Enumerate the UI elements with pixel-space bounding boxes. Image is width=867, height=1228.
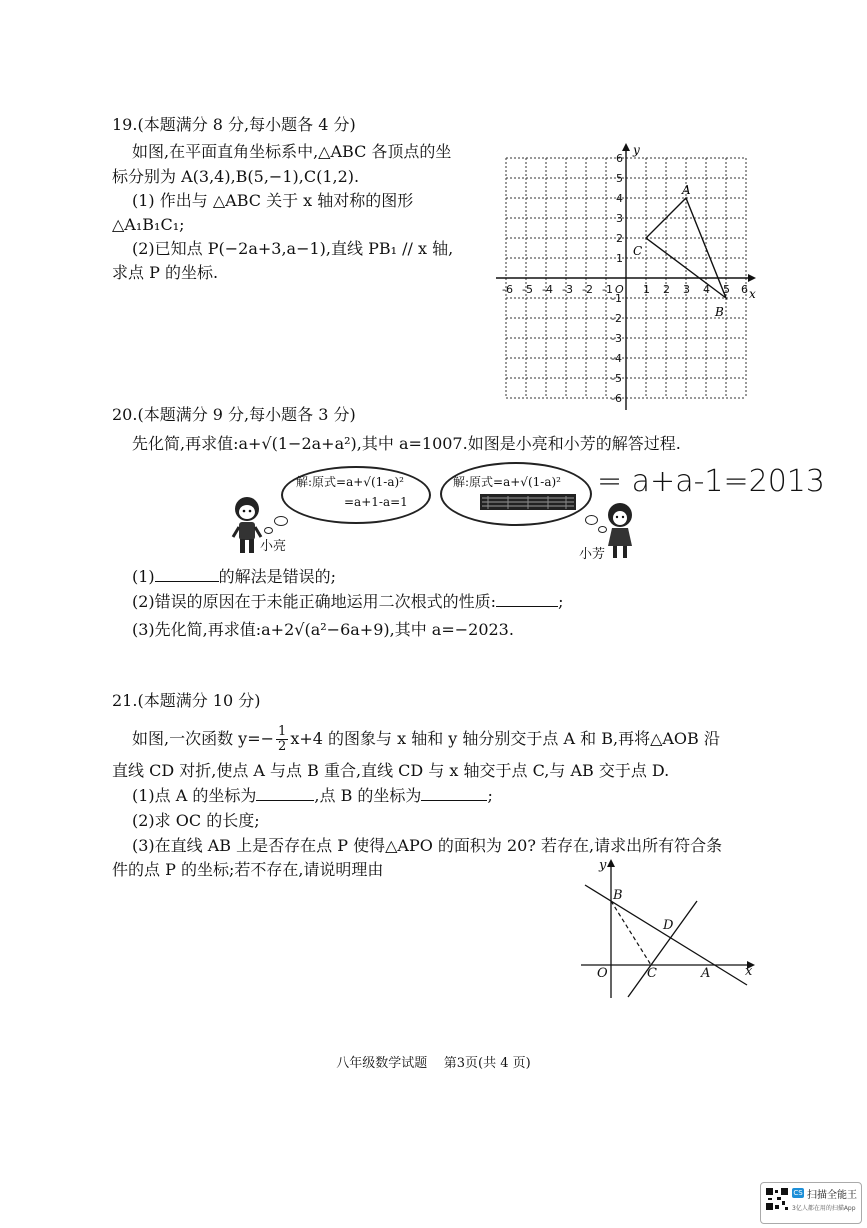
fig-y-label: y [599, 858, 607, 873]
x-tick: -4 [542, 283, 553, 296]
page-footer: 八年级数学试题 第3页(共 4 页) [336, 1056, 531, 1071]
x-tick: 5 [723, 283, 730, 296]
line-cd [628, 901, 697, 997]
xiaoliang-solution-line1: 解:原式=a+√(1-a)² [296, 475, 404, 489]
q19-coordinate-grid [492, 140, 762, 412]
q21-part2: (2)求 OC 的长度; [132, 811, 260, 830]
y-axis-label: y [633, 143, 640, 157]
q21-line1-end: x+4 的图象与 x 轴和 y 轴分别交于点 A 和 B,再将△AOB 沿 [290, 729, 720, 748]
qr-code-icon [765, 1187, 789, 1211]
fig-x-label: x [745, 964, 753, 979]
q20-heading: 20.(本题满分 9 分,每小题各 3 分) [112, 405, 356, 424]
point-c-label: C [633, 244, 643, 258]
fig-point-b-label: B [613, 888, 623, 903]
q20-part2-text: (2)错误的原因在于未能正确地运用二次根式的性质: [132, 592, 497, 611]
q19-line6: 求点 P 的坐标. [112, 263, 219, 282]
x-tick: 2 [663, 283, 670, 296]
q20-intro: 先化简,再求值:a+√(1−2a+a²),其中 a=1007.如图是小亮和小芳的解答过程. [132, 434, 681, 453]
q21-heading: 21.(本题满分 10 分) [112, 691, 261, 710]
xiaoliang-solution-line2: =a+1-a=1 [344, 495, 408, 509]
q21-line1-start: 如图,一次函数 y=− [132, 729, 275, 748]
y-tick: -4 [611, 352, 622, 365]
q19-line1: 如图,在平面直角坐标系中,△ABC 各顶点的坐 [132, 142, 452, 161]
x-tick: 4 [703, 283, 710, 296]
xiaoliang-name: 小亮 [260, 539, 287, 554]
q19-line3: (1) 作出与 △ABC 关于 x 轴对称的图形 [132, 191, 414, 210]
xiaofang-cartoon-icon [604, 502, 636, 560]
fig-origin-label: O [597, 966, 608, 981]
y-tick: 2 [616, 232, 623, 245]
q20-part2 [132, 591, 563, 613]
x-axis-label: x [749, 287, 756, 301]
fig-point-d-label: D [663, 918, 674, 933]
x-axis-arrow-icon [748, 274, 756, 282]
x-tick: 6 [741, 283, 748, 296]
point-b-label: B [715, 305, 724, 319]
q19-line4: △A₁B₁C₁; [112, 215, 185, 234]
handwritten-answer: = a+a-1=2013 [597, 464, 825, 499]
y-tick: -6 [611, 392, 622, 405]
line-ab [585, 885, 747, 985]
xiaofang-name: 小芳 [579, 547, 606, 562]
q21-figure [575, 853, 760, 1003]
fig-point-a-label: A [701, 966, 711, 981]
segment-bc-dashed [611, 901, 651, 965]
y-tick: -5 [611, 372, 622, 385]
y-tick: 5 [616, 172, 623, 185]
q20-part2-end: ; [558, 592, 564, 611]
xiaofang-solution-line1: 解:原式=a+√(1-a)² [453, 475, 561, 489]
x-tick: -6 [502, 283, 513, 296]
y-axis-arrow-icon [622, 143, 630, 151]
y-tick: 4 [616, 192, 623, 205]
thought-dot [264, 527, 273, 534]
camscanner-logo-icon: CS [793, 1189, 803, 1197]
q21-part1 [132, 785, 493, 807]
fraction-one-half [276, 725, 288, 754]
fraction-numerator: 1 [278, 724, 287, 739]
q21-part1-a: (1)点 A 的坐标为 [132, 786, 257, 805]
y-tick: -3 [611, 332, 622, 345]
thought-dot [274, 516, 288, 526]
q21-part3-line1: (3)在直线 AB 上是否存在点 P 使得△APO 的面积为 20? 若存在,请求出所有符合条 [132, 836, 723, 855]
y-tick: 6 [616, 152, 623, 165]
q21-line2: 直线 CD 对折,使点 A 与点 B 重合,直线 CD 与 x 轴交于点 C,与 AB 交于点 D. [112, 761, 670, 780]
q20-part1-suffix: 的解法是错误的; [218, 567, 337, 586]
y-tick: -1 [611, 292, 622, 305]
point-a-label: A [682, 183, 691, 197]
fraction-denominator: 2 [278, 739, 287, 754]
q21-line1 [132, 725, 720, 754]
x-tick: -1 [602, 283, 613, 296]
x-tick: 1 [643, 283, 650, 296]
x-tick: -3 [562, 283, 573, 296]
point-b-coordinate-blank[interactable] [421, 786, 487, 801]
q20-part3: (3)先化简,再求值:a+2√(a²−6a+9),其中 a=−2023. [132, 620, 514, 639]
q19-line2: 标分别为 A(3,4),B(5,−1),C(1,2). [112, 167, 360, 186]
y-tick: -2 [611, 312, 622, 325]
q21-part3-line2: 件的点 P 的坐标;若不存在,请说明理由 [112, 860, 384, 879]
thought-dot [585, 515, 598, 525]
x-tick: -5 [522, 283, 533, 296]
origin-label: O [615, 283, 624, 296]
q20-part1-blank[interactable] [155, 567, 219, 582]
xiaoliang-cartoon-icon [230, 495, 264, 557]
scribbled-out-text-icon [478, 492, 578, 512]
x-tick: 3 [683, 283, 690, 296]
q20-part1-prefix: (1) [132, 567, 155, 586]
q19-line5: (2)已知点 P(−2a+3,a−1),直线 PB₁ // x 轴, [132, 239, 454, 258]
q19-heading: 19.(本题满分 8 分,每小题各 4 分) [112, 115, 356, 134]
y-axis-arrow-icon [607, 859, 615, 867]
q20-part1 [132, 566, 336, 588]
q21-part1-c: ; [487, 786, 493, 805]
fig-point-c-label: C [647, 966, 657, 981]
scanner-subtitle: 3亿人都在用的扫描App [792, 1205, 856, 1212]
scanner-watermark [760, 1182, 862, 1224]
point-a-coordinate-blank[interactable] [256, 786, 314, 801]
y-tick: 1 [616, 252, 623, 265]
scanner-title: 扫描全能王 [807, 1190, 857, 1201]
y-tick: 3 [616, 212, 623, 225]
q21-part1-b: ,点 B 的坐标为 [314, 786, 422, 805]
x-tick: -2 [582, 283, 593, 296]
q20-part2-blank[interactable] [496, 592, 558, 607]
